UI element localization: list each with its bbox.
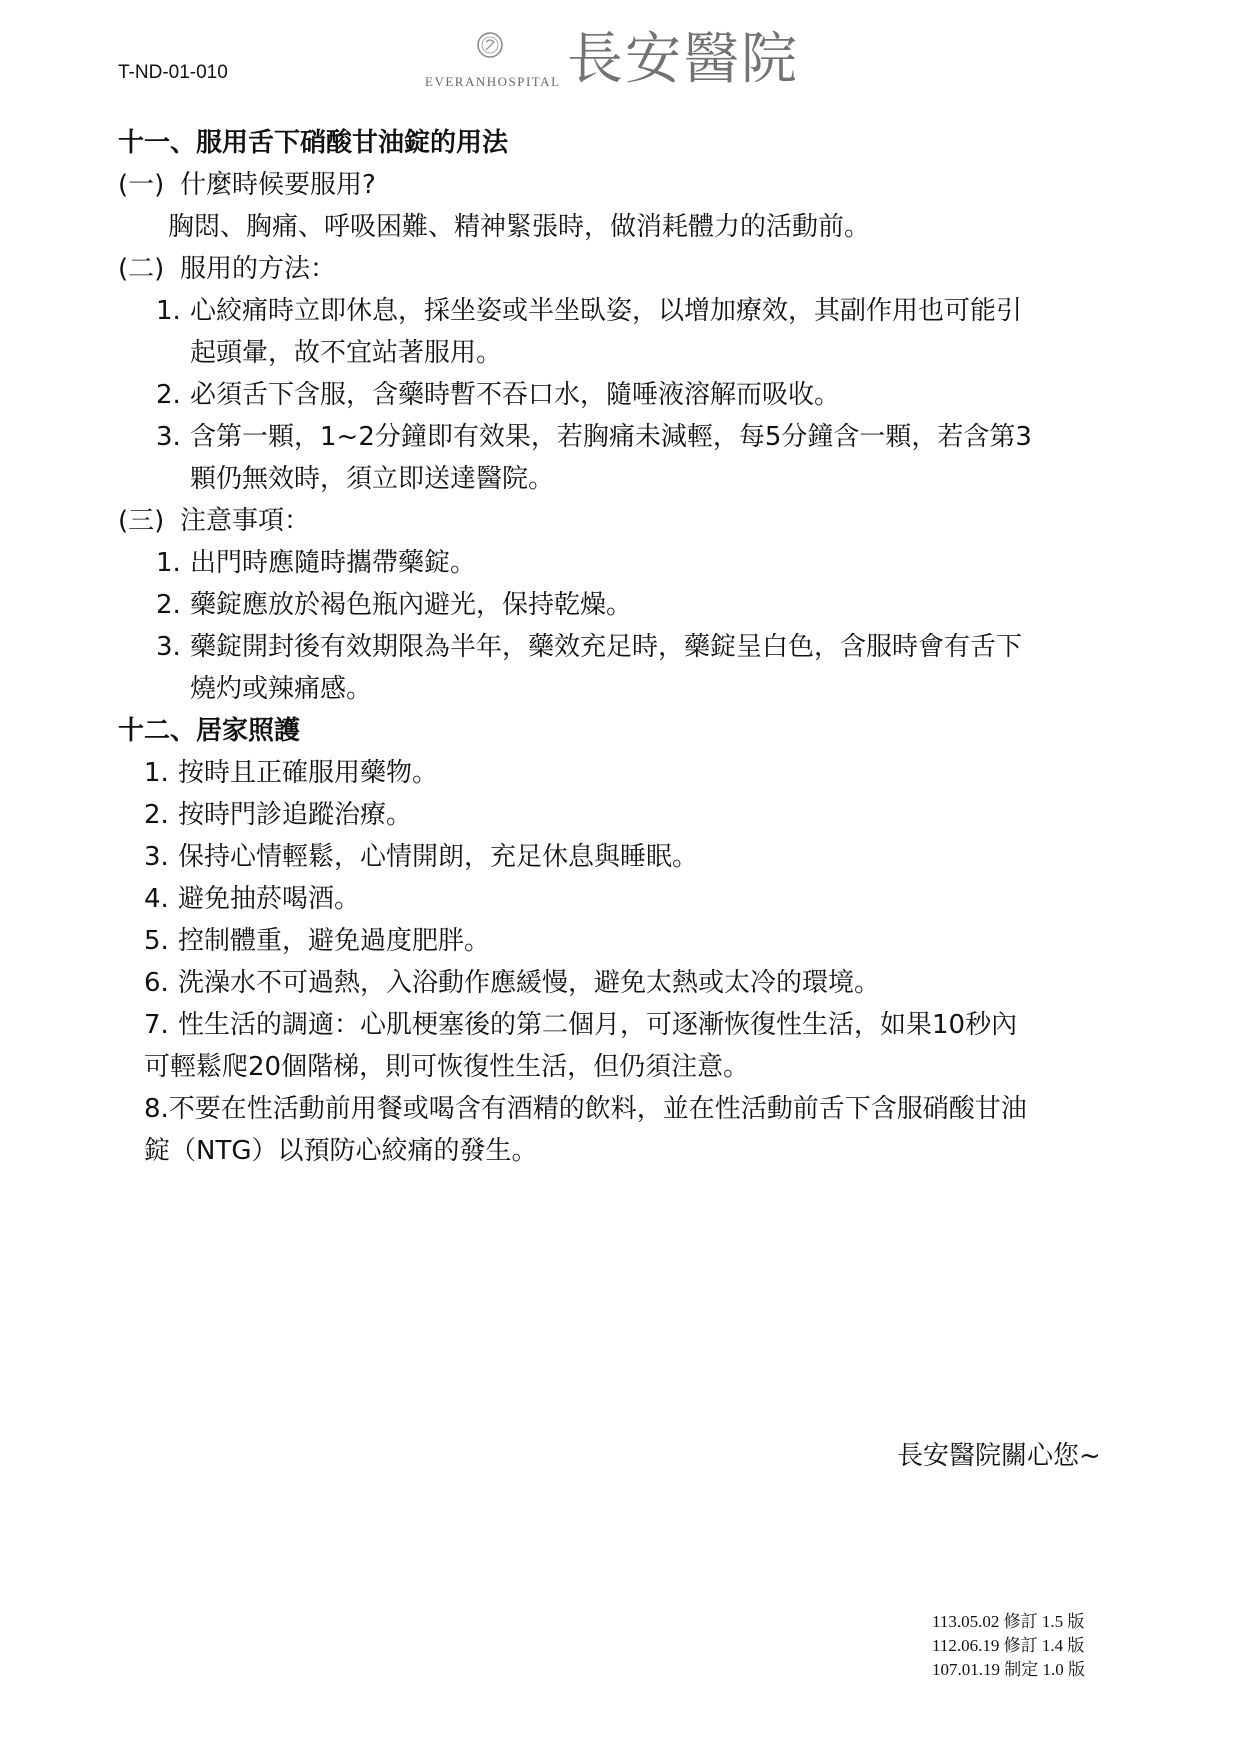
list-item — [118, 584, 1138, 626]
list-text: 洗澡水不可過熱，入浴動作應緩慢，避免太熱或太冷的環境。 — [178, 968, 881, 998]
list-item-continuation — [118, 1130, 1138, 1172]
list-number: 3. — [156, 422, 181, 452]
list-item — [118, 290, 1138, 332]
subsection-title: 注意事項： — [180, 506, 311, 536]
list-text: 按時且正確服用藥物。 — [178, 758, 439, 788]
list-text: 藥錠開封後有效期限為半年，藥效充足時，藥錠呈白色，含服時會有舌下 — [190, 632, 1023, 662]
logo-name: 長安醫院 — [567, 27, 799, 92]
list-number: 1. — [144, 758, 169, 788]
list-text: 避免抽菸喝酒。 — [178, 884, 361, 914]
subsection-3-heading — [118, 500, 1138, 542]
list-item — [118, 962, 1138, 1004]
hospital-emblem-icon — [475, 30, 505, 60]
list-item-continuation — [118, 458, 1138, 500]
list-number: 2. — [144, 800, 169, 830]
list-item-continuation — [118, 668, 1138, 710]
document-body — [118, 122, 1138, 1172]
list-item — [118, 752, 1138, 794]
list-text: 保持心情輕鬆，心情開朗，充足休息與睡眠。 — [178, 842, 699, 872]
list-text: 8.不要在性活動前用餐或喝含有酒精的飲料，並在性活動前舌下含服硝酸甘油 — [144, 1094, 1027, 1124]
paragraph-text: 胸悶、胸痛、呼吸困難、精神緊張時，做消耗體力的活動前。 — [168, 212, 871, 242]
subsection-1-heading — [118, 164, 1138, 206]
list-text: 心絞痛時立即休息，採坐姿或半坐臥姿，以增加療效，其副作用也可能引 — [190, 296, 1023, 326]
list-text: 含第一顆，1~2分鐘即有效果，若胸痛未減輕，每5分鐘含一顆，若含第3 — [190, 422, 1032, 452]
revision-history — [932, 1610, 1085, 1682]
list-number: 6. — [144, 968, 169, 998]
list-text: 按時門診追蹤治療。 — [178, 800, 413, 830]
list-text: 出門時應隨時攜帶藥錠。 — [190, 548, 477, 578]
list-number: 2. — [156, 590, 181, 620]
section-11-title: 十一、服用舌下硝酸甘油錠的用法 — [118, 128, 509, 158]
list-text: 性生活的調適：心肌梗塞後的第二個月，可逐漸恢復性生活，如果10秒內 — [178, 1010, 1018, 1040]
list-item — [118, 794, 1138, 836]
section-12-title: 十二、居家照護 — [118, 716, 301, 746]
revision-entry: 112.06.19 修訂 1.4 版 — [932, 1636, 1085, 1655]
list-text: 控制體重，避免過度肥胖。 — [178, 926, 491, 956]
list-number: 7. — [144, 1010, 169, 1040]
subsection-label: (二) — [118, 254, 165, 284]
list-text: 可輕鬆爬20個階梯，則可恢復性生活，但仍須注意。 — [144, 1052, 750, 1082]
subsection-1-body — [118, 206, 1138, 248]
subsection-title: 什麼時候要服用? — [180, 170, 376, 200]
subsection-label: (一) — [118, 170, 165, 200]
list-item — [118, 836, 1138, 878]
list-number: 4. — [144, 884, 169, 914]
list-item — [118, 374, 1138, 416]
subsection-title: 服用的方法： — [180, 254, 337, 284]
list-number: 1. — [156, 548, 181, 578]
list-text: 起頭暈，故不宜站著服用。 — [190, 338, 503, 368]
list-text: 藥錠應放於褐色瓶內避光，保持乾燥。 — [190, 590, 633, 620]
revision-entry: 113.05.02 修訂 1.5 版 — [932, 1612, 1085, 1631]
list-text: 必須舌下含服，含藥時暫不吞口水，隨唾液溶解而吸收。 — [190, 380, 841, 410]
list-number: 1. — [156, 296, 181, 326]
document-code: T-ND-01-010 — [118, 62, 228, 83]
hospital-logo — [425, 26, 835, 96]
subsection-label: (三) — [118, 506, 165, 536]
list-item — [118, 542, 1138, 584]
list-item — [118, 878, 1138, 920]
list-number: 2. — [156, 380, 181, 410]
list-item — [118, 416, 1138, 458]
list-item — [118, 1004, 1138, 1046]
list-text: 錠（NTG）以預防心絞痛的發生。 — [144, 1136, 538, 1166]
list-number: 3. — [144, 842, 169, 872]
subsection-2-heading — [118, 248, 1138, 290]
list-item-continuation — [118, 1046, 1138, 1088]
list-item — [118, 626, 1138, 668]
closing-message: 長安醫院關心您~ — [897, 1441, 1101, 1471]
list-text: 燒灼或辣痛感。 — [190, 674, 373, 704]
list-item — [118, 1088, 1138, 1130]
list-number: 3. — [156, 632, 181, 662]
list-number: 5. — [144, 926, 169, 956]
list-item — [118, 920, 1138, 962]
list-text: 顆仍無效時，須立即送達醫院。 — [190, 464, 555, 494]
revision-entry: 107.01.19 制定 1.0 版 — [932, 1660, 1085, 1679]
list-item-continuation — [118, 332, 1138, 374]
logo-subtitle: EVERANHOSPITAL — [425, 74, 561, 89]
